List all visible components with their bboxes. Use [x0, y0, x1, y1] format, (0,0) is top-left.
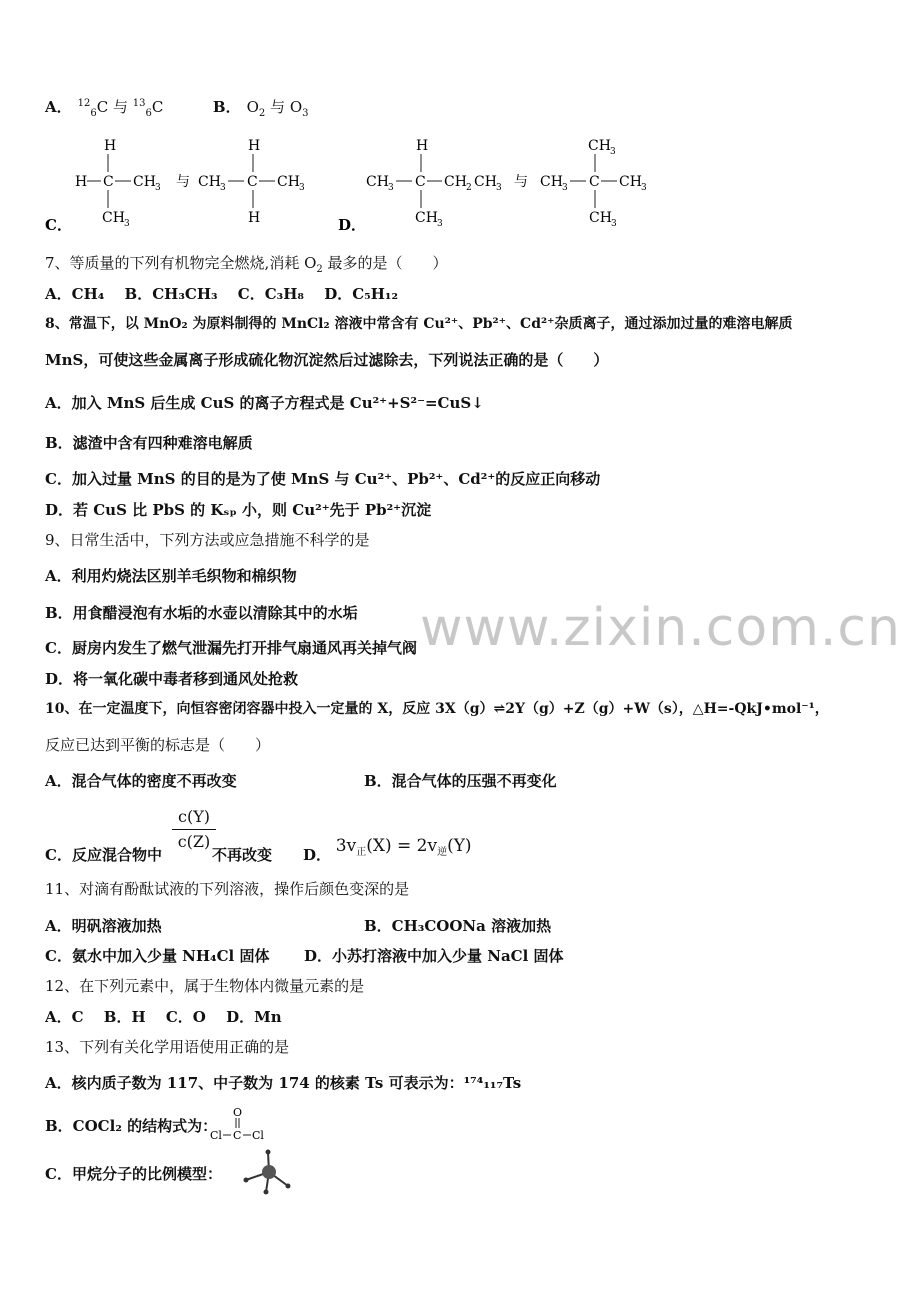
question-11-stem: 11、对滴有酚酞试液的下列溶液，操作后颜色变深的是: [45, 880, 410, 898]
atom-c: C: [233, 1129, 242, 1142]
subscript-3: 3: [562, 183, 568, 193]
question-11-option-a: A．明矾溶液加热: [45, 917, 162, 935]
question-10-option-a: A．混合气体的密度不再改变: [45, 772, 237, 790]
methane-model-icon: [238, 1148, 296, 1198]
q7-stem-text: 7、等质量的下列有机物完全燃烧,消耗 O: [45, 254, 317, 272]
molecule-left: [75, 138, 161, 229]
question-11-option-c: C．氨水中加入少量 NH₄Cl 固体: [45, 947, 270, 965]
group-ch: CH: [102, 210, 125, 226]
question-7-options: A．CH₄ B．CH₃CH₃ C．C₃H₈ D．C₅H₁₂: [45, 285, 399, 303]
option-c-text-2: 不再改变: [211, 846, 272, 864]
structure-d-diagram: [338, 130, 658, 235]
subscript-reverse: 逆: [437, 847, 448, 858]
question-8-stem-2: MnS，可使这些金属离子形成硫化物沉淀然后过滤除去，下列说法正确的是（ ）: [45, 351, 609, 369]
question-10-stem-2: 反应已达到平衡的标志是（ ）: [45, 736, 271, 754]
subscript: 2: [316, 264, 323, 275]
subscript-2: 3: [302, 108, 309, 119]
molecule-right: [198, 138, 305, 226]
cocl2-structure: [208, 1105, 268, 1143]
subscript-3: 3: [220, 183, 226, 193]
expr-end: (Y): [447, 836, 472, 856]
yu-connector: 与: [176, 174, 190, 190]
atom-h: H: [248, 210, 261, 226]
expr-mid: (X) = 2v: [366, 836, 438, 856]
q7-stem-text-2: 最多的是（ ）: [322, 254, 448, 272]
question-10-option-b: B．混合气体的压强不再变化: [364, 772, 557, 790]
subscript-3: 3: [437, 219, 443, 229]
fraction-cy-cz: [172, 806, 216, 853]
atom-cl: Cl: [252, 1129, 264, 1142]
question-9-option-a: A．利用灼烧法区别羊毛织物和棉织物: [45, 567, 297, 585]
group-ch: CH: [589, 210, 612, 226]
option-a-end: C: [151, 98, 164, 116]
atom-c: C: [103, 174, 114, 190]
subscript-forward: 正: [356, 847, 367, 858]
option-a-text: C 与: [96, 98, 133, 116]
subscript-3: 3: [124, 219, 130, 229]
question-10-option-c: [45, 845, 272, 865]
subscript-3: 3: [496, 183, 502, 193]
question-13-option-b: B．COCl₂ 的结构式为：: [45, 1117, 218, 1135]
question-8-option-a: A．加入 MnS 后生成 CuS 的离子方程式是 Cu²⁺+S²⁻=CuS↓: [45, 394, 484, 412]
option-b-text: O: [246, 98, 259, 116]
group-ch: CH: [133, 174, 156, 190]
option-b-label: B．: [212, 98, 241, 116]
question-8-stem: 8、常温下，以 MnO₂ 为原料制得的 MnCl₂ 溶液中常含有 Cu²⁺、Pb²⁺、Cd²⁺杂质离子，通过添加过量的难溶电解质: [45, 316, 793, 332]
atom-c: C: [247, 174, 258, 190]
subscript-3: 3: [155, 183, 161, 193]
group-ch: CH: [198, 174, 221, 190]
subscript-2: 2: [466, 183, 472, 193]
question-8-option-c: C．加入过量 MnS 的目的是为了使 MnS 与 Cu²⁺、Pb²⁺、Cd²⁺的反应正向移动: [45, 470, 601, 488]
question-12-stem: 12、在下列元素中，属于生物体内微量元素的是: [45, 977, 365, 995]
group-ch2: CH: [444, 174, 467, 190]
subscript-3: 3: [610, 147, 616, 157]
atom-h: H: [104, 138, 117, 154]
question-7-stem: [45, 253, 448, 273]
atom-h: H: [75, 174, 88, 190]
atom-o: O: [233, 1106, 243, 1119]
group-ch: CH: [277, 174, 300, 190]
atom-c: C: [589, 174, 600, 190]
question-8-option-b: B．滤渣中含有四种难溶电解质: [45, 434, 253, 452]
question-11-option-d: D．小苏打溶液中加入少量 NaCl 固体: [304, 947, 564, 965]
question-9-stem: 9、日常生活中，下列方法或应急措施不科学的是: [45, 531, 370, 549]
fraction-denominator: c(Z): [177, 832, 211, 851]
option-c-text: C．反应混合物中: [45, 846, 162, 864]
fraction-numerator: c(Y): [177, 807, 210, 826]
question-13-option-a: A．核内质子数为 117、中子数为 174 的核素 Ts 可表示为：¹⁷⁴₁₁₇Ts: [45, 1074, 522, 1092]
question-10-stem: 10、在一定温度下，向恒容密闭容器中投入一定量的 X，反应 3X（g）⇌2Y（g）+Z（g）+W（s），△H=-QkJ•mol⁻¹，: [45, 701, 829, 717]
mass-number-2: 13: [132, 98, 146, 109]
group-ch: CH: [619, 174, 642, 190]
option-d-label: D．: [338, 216, 367, 234]
atom-h: H: [248, 138, 261, 154]
group-ch: CH: [415, 210, 438, 226]
subscript: 2: [258, 108, 266, 119]
question-9-option-d: D．将一氧化碳中毒者移到通风处抢救: [45, 670, 299, 688]
molecule-right: [540, 138, 647, 229]
group-ch: CH: [366, 174, 389, 190]
atomic-number: 6: [90, 108, 97, 119]
group-ch: CH: [540, 174, 563, 190]
question-11-option-b: B．CH₃COONa 溶液加热: [364, 917, 552, 935]
option-a-b-row: [45, 97, 309, 117]
question-13-option-c: C．甲烷分子的比例模型：: [45, 1165, 222, 1183]
option-c-label: C．: [45, 216, 72, 234]
atomic-number-2: 6: [145, 108, 152, 119]
option-b-text-2: 与 O: [265, 98, 303, 116]
subscript-3: 3: [641, 183, 647, 193]
subscript-3: 3: [299, 183, 305, 193]
mass-number: 12: [77, 98, 91, 109]
atom-cl: Cl: [210, 1129, 222, 1142]
expr-3v: 3v: [335, 836, 357, 856]
atom-h: H: [416, 138, 429, 154]
group-ch: CH: [588, 138, 611, 154]
watermark: www.zixin.com.cn: [420, 598, 901, 658]
subscript-3: 3: [388, 183, 394, 193]
question-13-stem: 13、下列有关化学用语使用正确的是: [45, 1038, 290, 1056]
question-9-option-b: B．用食醋浸泡有水垢的水壶以清除其中的水垢: [45, 604, 358, 622]
yu-connector: 与: [514, 174, 528, 190]
atom-c: C: [415, 174, 426, 190]
question-12-options: A．C B．H C．O D．Mn: [45, 1008, 282, 1026]
group-ch: CH: [474, 174, 497, 190]
structure-c-diagram: [45, 130, 315, 235]
question-9-option-c: C．厨房内发生了燃气泄漏先打开排气扇通风再关掉气阀: [45, 639, 417, 657]
question-8-option-d: D．若 CuS 比 PbS 的 Kₛₚ 小，则 Cu²⁺先于 Pb²⁺沉淀: [45, 501, 432, 519]
subscript-3: 3: [611, 219, 617, 229]
question-10-option-d: [303, 836, 472, 864]
option-a-label: A．: [45, 98, 72, 116]
option-d-label: D．: [303, 846, 332, 864]
molecule-left: [366, 138, 502, 229]
